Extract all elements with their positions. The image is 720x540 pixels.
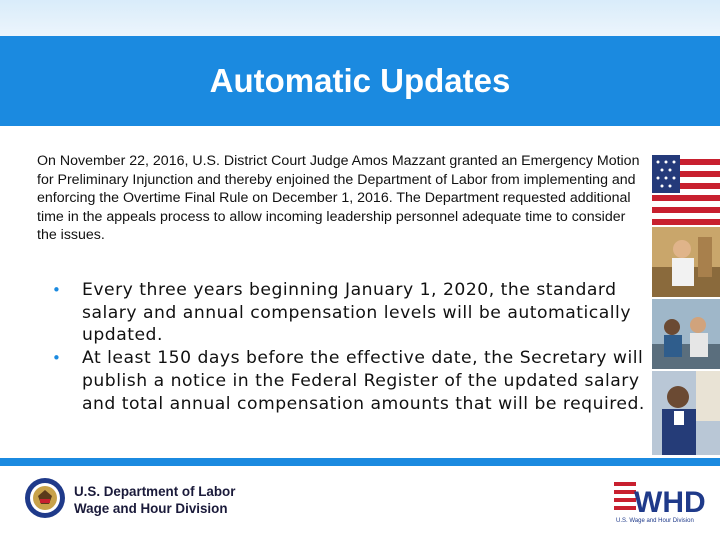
footer-rule — [0, 458, 720, 466]
photo-collage — [652, 155, 720, 455]
worker-photo — [652, 227, 720, 297]
logo-tagline: U.S. Wage and Hour Division — [616, 518, 694, 524]
bullet-marker: • — [52, 349, 62, 368]
department-line-1: U.S. Department of Labor — [74, 484, 236, 499]
bullet-item — [52, 279, 652, 347]
bullet-text: At least 150 days before the effective date, the Secretary will publish a notice in the Federal Register of the updated salary and total annual compensation amounts that will be required. — [82, 348, 645, 414]
top-gradient — [0, 0, 720, 36]
department-name — [74, 484, 235, 517]
logo-text: WHD — [634, 486, 706, 519]
slide-title: Automatic Updates — [209, 62, 511, 99]
bullet-item — [52, 347, 652, 415]
flag-image — [652, 155, 720, 225]
whd-logo-icon — [612, 474, 708, 524]
bullet-marker: • — [52, 281, 62, 299]
employee-photo — [652, 371, 720, 455]
workers-photo — [652, 299, 720, 369]
bullet-list — [52, 279, 652, 415]
department-line-2: Wage and Hour Division — [74, 500, 228, 516]
bullet-text: Every three years beginning January 1, 2020, the standard salary and annual compensation levels will be automatically updated. — [82, 280, 631, 346]
dol-seal-icon — [24, 477, 66, 519]
intro-paragraph: On November 22, 2016, U.S. District Court Judge Amos Mazzant granted an Emergency Motion for Preliminary Injunction and thereby enjoined the Department of Labor from implementing and enforcing the Overtime Final Rule on December 1, 2016. The Department requested additional time in the appeals process to allow incoming leadership personnel adequate time to consider the issues. — [37, 153, 640, 244]
